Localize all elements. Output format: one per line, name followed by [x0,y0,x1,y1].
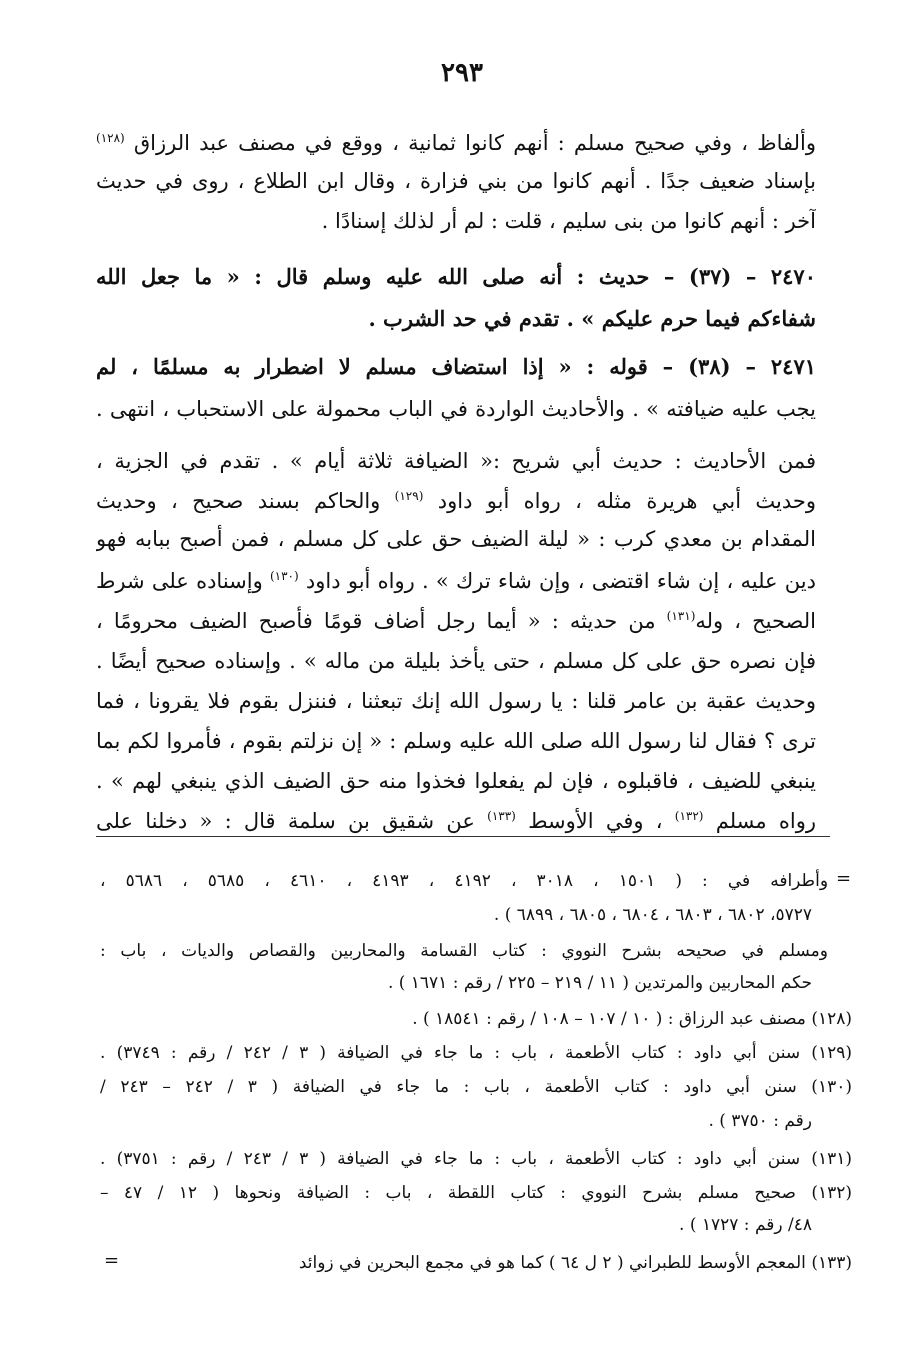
page-number: ٢٩٣ [441,58,483,88]
text-line: يجب عليه ضيافته » . والأحاديث الواردة في الباب محمولة على الاستحباب ، انتهى . [96,397,816,421]
footnote-ref: (١٢٩) [394,489,424,503]
text-line: الصحيح ، وله$^{(١٣١)}$ من حديثه : « أيما رجل أضاف قومًا فأصبح الضيف محرومًا ، [96,609,816,633]
text-line: شفاءكم فيما حرم عليكم » . تقدم في حد الشرب . [368,306,816,331]
text-line: آخر : أنهم كانوا من بنى سليم ، قلت : لم أر لذلك إسنادًا . [321,209,816,233]
text-line: ينبغي للضيف ، فاقبلوه ، فإن لم يفعلوا فخذوا منه حق الضيف الذي ينبغي لهم » . [96,769,816,793]
text-line: رواه مسلم $^{(١٣٢)}$ ، وفي الأوسط $^{(١٣٣)}$ عن شقيق بن سلمة قال : « دخلنا على [96,809,816,833]
text-line: بإسناد ضعيف جدًا . أنهم كانوا من بني فزارة ، وقال ابن الطلاع ، روى في حديث [96,169,816,193]
continuation-mark: = [836,868,852,889]
footnote-ref: (١٣٢) [674,809,704,823]
text-line: وحديث أبي هريرة مثله ، رواه أبو داود $^{(١٢٩)}$ والحاكم بسند صحيح ، وحديث [96,489,816,513]
hadith-heading: ٢٤٧٠ – (٣٧) – حديث : أنه صلى الله عليه وسلم قال : « ما جعل الله [96,264,816,289]
footnote-line: ٥٧٢٧، ٦٨٠٢ ، ٦٨٠٣ ، ٦٨٠٤ ، ٦٨٠٥ ، ٦٨٩٩ ) . [493,905,812,925]
footnote-line: ومسلم في صحيحه بشرح النووي : كتاب القسامة والمحاربين والقصاص والديات ، باب : [100,941,828,961]
text-line: دين عليه ، إن شاء اقتضى ، وإن شاء ترك » . رواه أبو داود $^{(١٣٠)}$ وإسناده على شرط [96,569,816,593]
footnote-line: (١٢٩) سنن أبي داود : كتاب الأطعمة ، باب : ما جاء في الضيافة ( ٣ / ٢٤٢ / رقم : ٣٧٤٩) . [100,1043,852,1063]
footnote-line: ٤٨/ رقم : ١٧٢٧ ) . [679,1215,812,1235]
footnote-line: (١٣٣) المعجم الأوسط للطبراني ( ٢ ل ٦٤ ) كما هو في مجمع البحرين في زوائد [298,1253,852,1273]
footnote-line: رقم : ٣٧٥٠ ) . [708,1111,812,1131]
footnote-line: حكم المحاربين والمرتدين ( ١١ / ٢١٩ – ٢٢٥ / رقم : ١٦٧١ ) . [387,973,812,993]
text-line: فمن الأحاديث : حديث أبي شريح :« الضيافة ثلاثة أيام » . تقدم في الجزية ، [96,449,816,473]
text-line: ترى ؟ فقال لنا رسول الله صلى الله عليه وسلم : « إن نزلتم بقوم ، فأمروا لكم بما [96,729,816,753]
footnote-line: (١٢٨) مصنف عبد الرزاق : ( ١٠ / ١٠٧ – ١٠٨ / رقم : ١٨٥٤١ ) . [412,1009,852,1029]
hadith-heading: ٢٤٧١ – (٣٨) – قوله : « إذا استضاف مسلم لا اضطرار به مسلمًا ، لم [96,354,816,379]
text-line: المقدام بن معدي كرب : « ليلة الضيف حق على كل مسلم ، فمن أصبح ببابه فهو [96,527,816,551]
text-line: فإن نصره حق على كل مسلم ، حتى يأخذ بليلة من ماله » . وإسناده صحيح أيضًا . [96,649,816,673]
text-line: وحديث عقبة بن عامر قلنا : يا رسول الله إنك تبعثنا ، فننزل بقوم فلا يقرونا ، فما [96,689,816,713]
footnote-separator [96,836,830,837]
footnote-ref: (١٢٨) [96,131,125,145]
footnote-ref: (١٣١) [666,609,696,623]
footnote-line: (١٣٠) سنن أبي داود : كتاب الأطعمة ، باب : ما جاء في الضيافة ( ٣ / ٢٤٢ – ٢٤٣ / [100,1077,852,1097]
footnote-ref: (١٣٣) [487,809,516,823]
text-line: وألفاظ ، وفي صحيح مسلم : أنهم كانوا ثمانية ، ووقع في مصنف عبد الرزاق $^{(١٢٨)}$ [96,131,816,155]
footnote-line: وأطرافه في : ( ١٥٠١ ، ٣٠١٨ ، ٤١٩٢ ، ٤١٩٣ ، ٤٦١٠ ، ٥٦٨٥ ، ٥٦٨٦ ، [100,871,828,891]
footnote-ref: (١٣٠) [269,569,299,583]
footnote-line: (١٣١) سنن أبي داود : كتاب الأطعمة ، باب : ما جاء في الضيافة ( ٣ / ٢٤٣ / رقم : ٣٧٥١) . [100,1149,852,1169]
footnote-line: (١٣٢) صحيح مسلم بشرح النووي : كتاب اللقطة ، باب : الضيافة ونحوها ( ١٢ / ٤٧ – [100,1183,852,1203]
continuation-mark: = [104,1250,120,1271]
